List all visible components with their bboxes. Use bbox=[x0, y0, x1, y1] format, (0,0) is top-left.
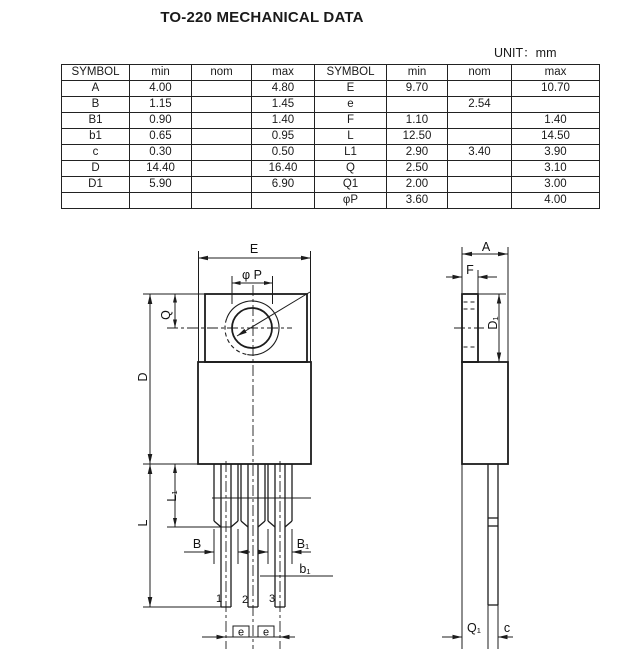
side-hidden-hole-lines bbox=[454, 302, 484, 347]
table-cell: 1.45 bbox=[252, 97, 315, 113]
table-cell: 2.90 bbox=[387, 145, 448, 161]
table-cell: D1 bbox=[62, 177, 130, 193]
dim-label-e-right: e bbox=[262, 626, 270, 639]
table-cell: 4.80 bbox=[252, 81, 315, 97]
table-cell: 4.00 bbox=[512, 193, 600, 209]
dim-e bbox=[202, 626, 295, 639]
col-header: SYMBOL bbox=[62, 65, 130, 81]
table-cell: L bbox=[315, 129, 387, 145]
pin-numbers bbox=[216, 593, 275, 606]
dim-label-c: c bbox=[503, 621, 511, 635]
pin2-label: 2 bbox=[241, 594, 249, 606]
dim-label-B: B bbox=[192, 537, 202, 551]
col-header: min bbox=[387, 65, 448, 81]
col-header: SYMBOL bbox=[315, 65, 387, 81]
dim-label-D: D bbox=[136, 372, 150, 382]
dim-L bbox=[136, 464, 221, 607]
table-cell: 3.60 bbox=[387, 193, 448, 209]
dim-Q bbox=[143, 294, 205, 328]
table-cell: c bbox=[62, 145, 130, 161]
table-cell: B1 bbox=[62, 113, 130, 129]
dim-Q1-c bbox=[442, 464, 513, 649]
table-cell: 1.40 bbox=[252, 113, 315, 129]
dim-label-e-left: e bbox=[237, 626, 245, 639]
pin1-label: 1 bbox=[215, 593, 223, 605]
table-cell: 10.70 bbox=[512, 81, 600, 97]
dim-label-b1: b₁ bbox=[299, 562, 311, 576]
dim-label-L1: L₁ bbox=[165, 490, 179, 502]
table-cell: L1 bbox=[315, 145, 387, 161]
dim-A bbox=[462, 240, 508, 362]
table-cell: 1.15 bbox=[130, 97, 192, 113]
col-header: nom bbox=[448, 65, 512, 81]
table-cell: 0.50 bbox=[252, 145, 315, 161]
dim-label-Q: Q bbox=[159, 310, 173, 320]
table-cell: 5.90 bbox=[130, 177, 192, 193]
table-cell: 0.95 bbox=[252, 129, 315, 145]
page-title: TO-220 MECHANICAL DATA bbox=[160, 9, 364, 26]
table-cell: 16.40 bbox=[252, 161, 315, 177]
dim-label-D1: D₁ bbox=[486, 316, 500, 330]
table-cell: 2.00 bbox=[387, 177, 448, 193]
table-cell: b1 bbox=[62, 129, 130, 145]
table-cell: D bbox=[62, 161, 130, 177]
mounting-hole-outer-dashed bbox=[225, 319, 247, 355]
table-cell: 2.54 bbox=[448, 97, 512, 113]
table-cell: φP bbox=[315, 193, 387, 209]
side-view bbox=[442, 240, 513, 649]
dim-label-Q1: Q₁ bbox=[467, 621, 481, 635]
side-lead bbox=[488, 464, 498, 605]
table-cell: 0.65 bbox=[130, 129, 192, 145]
table-cell: 9.70 bbox=[387, 81, 448, 97]
table-cell: 3.40 bbox=[448, 145, 512, 161]
dim-label-F: F bbox=[466, 263, 474, 277]
pin3-label: 3 bbox=[268, 593, 276, 605]
table-cell: 3.90 bbox=[512, 145, 600, 161]
col-header: max bbox=[252, 65, 315, 81]
dim-label-A: A bbox=[481, 240, 491, 254]
col-header: max bbox=[512, 65, 600, 81]
table-cell: A bbox=[62, 81, 130, 97]
dim-label-L: L bbox=[136, 519, 150, 527]
table-cell: 1.40 bbox=[512, 113, 600, 129]
table-cell: F bbox=[315, 113, 387, 129]
table-cell: 0.90 bbox=[130, 113, 192, 129]
dim-label-B1: B₁ bbox=[296, 537, 310, 551]
table-cell: Q1 bbox=[315, 177, 387, 193]
table-cell: 3.10 bbox=[512, 161, 600, 177]
table-cell: Q bbox=[315, 161, 387, 177]
table-cell: 0.30 bbox=[130, 145, 192, 161]
dim-label-phi-p: φ P bbox=[242, 268, 262, 282]
table-cell: 14.50 bbox=[512, 129, 600, 145]
dim-D bbox=[136, 294, 233, 464]
dim-label-E: E bbox=[249, 242, 259, 256]
front-body-outline bbox=[198, 362, 311, 464]
unit-label: UNIT：mm bbox=[494, 46, 557, 60]
table-cell: 14.40 bbox=[130, 161, 192, 177]
table-cell: 2.50 bbox=[387, 161, 448, 177]
front-view bbox=[136, 242, 333, 649]
col-header: nom bbox=[192, 65, 252, 81]
table-cell: e bbox=[315, 97, 387, 113]
table-cell: B bbox=[62, 97, 130, 113]
side-body-outline bbox=[462, 362, 508, 464]
table-cell: 6.90 bbox=[252, 177, 315, 193]
table-cell: 4.00 bbox=[130, 81, 192, 97]
table-cell: 3.00 bbox=[512, 177, 600, 193]
dim-F bbox=[446, 263, 497, 294]
table-cell: 1.10 bbox=[387, 113, 448, 129]
table-cell: E bbox=[315, 81, 387, 97]
col-header: min bbox=[130, 65, 192, 81]
table-cell: 12.50 bbox=[387, 129, 448, 145]
